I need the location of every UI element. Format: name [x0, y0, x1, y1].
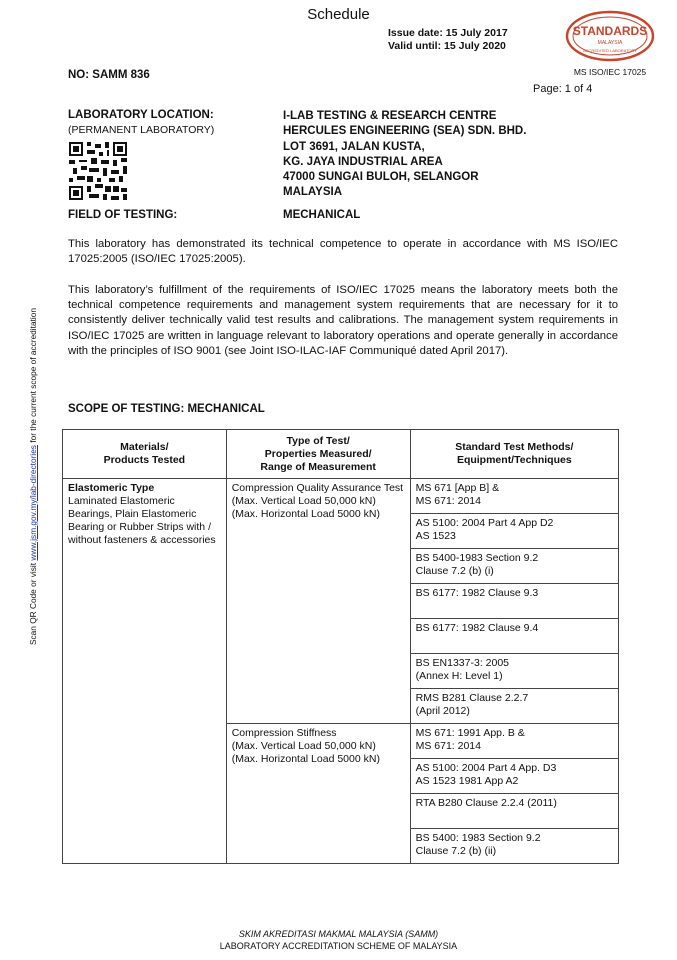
method-cell: RTA B280 Clause 2.2.4 (2011) [410, 794, 618, 829]
method-cell: BS 5400: 1983 Section 9.2 Clause 7.2 (b) (ii) [410, 829, 618, 864]
column-header: Standard Test Methods/ Equipment/Techniques [410, 430, 618, 479]
table-header-row [63, 430, 619, 479]
method-cell: BS EN1337-3: 2005 (Annex H: Level 1) [410, 654, 618, 689]
laboratory-type: (PERMANENT LABORATORY) [68, 124, 215, 136]
certificate-number: NO: SAMM 836 [68, 69, 150, 81]
footer-scheme-malay: SKIM AKREDITASI MAKMAL MALAYSIA (SAMM) [238, 929, 439, 939]
test-type-cell: Compression Quality Assurance Test (Max. Vertical Load 50,000 kN) (Max. Horizontal Load 5000 kN) [226, 479, 410, 724]
address-line: MALAYSIA [283, 186, 342, 199]
scope-table [62, 429, 619, 864]
page-indicator: Page: 1 of 4 [533, 83, 593, 95]
address-line: 47000 SUNGAI BULOH, SELANGOR [283, 171, 479, 184]
column-header: Materials/ Products Tested [63, 430, 227, 479]
accreditation-standard: MS ISO/IEC 17025 [573, 67, 647, 77]
logo-text: STANDARDS [572, 24, 648, 38]
method-cell: BS 5400-1983 Section 9.2 Clause 7.2 (b) (i) [410, 549, 618, 584]
method-cell: BS 6177: 1982 Clause 9.3 [410, 584, 618, 619]
material-description: Laminated Elastomeric Bearings, Plain Elastomeric Bearing or Rubber Strips with / without fasteners & accessories [68, 495, 216, 546]
valid-until: Valid until: 15 July 2020 [388, 40, 506, 52]
scope-title: SCOPE OF TESTING: MECHANICAL [68, 403, 265, 415]
side-note-text: for the current scope of accreditation [28, 308, 38, 446]
laboratory-address [283, 109, 526, 201]
method-cell: RMS B281 Clause 2.2.7 (April 2012) [410, 689, 618, 724]
issue-date: Issue date: 15 July 2017 [388, 27, 508, 39]
logo-bottom: ACCREDITED LABORATORY [582, 48, 638, 53]
date-block [388, 27, 508, 53]
address-line: LOT 3691, JALAN KUSTA, [283, 140, 425, 153]
side-note [28, 305, 38, 645]
table-row [63, 479, 619, 514]
method-cell: MS 671: 1991 App. B & MS 671: 2014 [410, 724, 618, 759]
method-cell: BS 6177: 1982 Clause 9.4 [410, 619, 618, 654]
address-line: HERCULES ENGINEERING (SEA) SDN. BHD. [283, 125, 527, 138]
address-line: I-LAB TESTING & RESEARCH CENTRE [283, 110, 497, 122]
method-cell: AS 5100: 2004 Part 4 App D2 AS 1523 [410, 514, 618, 549]
footer-scheme-english: LABORATORY ACCREDITATION SCHEME OF MALAYSIA [219, 941, 458, 951]
side-note-text: Scan QR Code or visit [28, 560, 38, 645]
field-of-testing-value: MECHANICAL [283, 209, 361, 221]
qr-code-icon[interactable] [69, 142, 127, 200]
laboratory-location-label: LABORATORY LOCATION: [68, 109, 214, 121]
column-header: Type of Test/ Properties Measured/ Range of Measurement [226, 430, 410, 479]
address-line: KG. JAYA INDUSTRIAL AREA [283, 155, 443, 168]
document-title: Schedule [307, 6, 370, 23]
competence-paragraph: This laboratory has demonstrated its technical competence to operate in accordance with MS ISO/IEC 17025:2005 (ISO/IEC 17025:2005). [68, 238, 618, 266]
field-of-testing-label: FIELD OF TESTING: [68, 209, 178, 221]
logo-sub: MALAYSIA [597, 40, 623, 46]
requirements-paragraph: This laboratory’s fulfillment of the requirements of ISO/IEC 17025 means the laboratory meets both the technical competence requirements and management system requirements that are necessary for it to consistently deliver technically valid test results and calibrations. The management system requirements in ISO/IEC 17025 are written in language relevant to laboratory operations and operate generally in accordance with the principles of ISO 9001 (see Joint ISO-ILAC-IAF Communiqué dated April 2017). [68, 284, 618, 357]
material-type: Elastomeric Type [68, 482, 155, 494]
standards-malaysia-logo [565, 10, 655, 62]
directory-link[interactable]: www.jsm.gov.my/lab-directories [28, 445, 38, 561]
material-cell [63, 479, 227, 864]
method-cell: MS 671 [App B] & MS 671: 2014 [410, 479, 618, 514]
method-cell: AS 5100: 2004 Part 4 App. D3 AS 1523 1981 App A2 [410, 759, 618, 794]
test-type-cell: Compression Stiffness (Max. Vertical Load 50,000 kN) (Max. Horizontal Load 5000 kN) [226, 724, 410, 864]
